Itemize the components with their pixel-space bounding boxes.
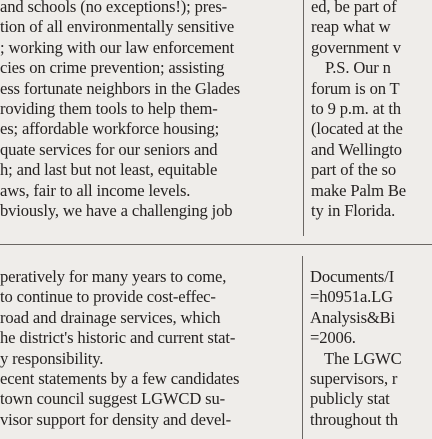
text-line: Documents/I (310, 267, 395, 286)
text-line: to 9 p.m. at th (311, 99, 401, 119)
text-line: roviding them tools to help them- (0, 99, 218, 119)
column-gutter-rule (303, 0, 304, 236)
upper-left-column (0, 0, 298, 221)
text-line: ty in Florida. (311, 201, 396, 221)
text-line: Analysis&Bi (310, 307, 396, 327)
text-line: (located at the (311, 119, 403, 139)
text-line: peratively for many years to come, (0, 267, 227, 286)
lower-right-column (310, 267, 432, 430)
text-line: tion of all environmentally sensitive (0, 17, 235, 37)
column-gutter-rule (302, 256, 303, 439)
text-line: road and drainage services, which (0, 307, 221, 327)
text-line: part of the so (311, 160, 396, 180)
text-line: town council suggest LGWCD su- (0, 389, 226, 409)
text-line: h; and last but not least, equitable (0, 160, 218, 180)
text-line: The LGWC (324, 348, 402, 368)
text-line: throughout th (310, 409, 398, 429)
text-line: to continue to provide cost-effec- (0, 287, 216, 307)
text-line: and schools (no exceptions!); pres- (0, 0, 227, 16)
text-line: cies on crime prevention; assisting (0, 58, 225, 78)
text-line: aws, fair to all income levels. (0, 180, 191, 200)
section-divider (0, 244, 432, 245)
text-line: ess fortunate neighbors in the Glades (0, 78, 241, 98)
text-line: and Wellingto (311, 139, 402, 159)
text-line: y responsibility. (0, 348, 104, 368)
text-line: ecent statements by a few candidates (0, 369, 240, 389)
lower-left-column (0, 267, 294, 430)
text-line: supervisors, r (310, 369, 398, 389)
text-line: publicly stat (310, 389, 390, 409)
text-line: reap what w (311, 17, 391, 37)
upper-right-column (311, 0, 432, 221)
text-line: ed, be part of (311, 0, 397, 16)
text-line: he district's historic and current stat- (0, 328, 236, 348)
text-line: forum is on T (311, 78, 400, 98)
text-line: visor support for density and devel- (0, 409, 232, 429)
text-line: es; affordable workforce housing; (0, 119, 220, 139)
text-line: =h0951a.LG (310, 287, 393, 307)
text-line: quate services for our seniors and (0, 139, 218, 159)
text-line: make Palm Be (311, 180, 406, 200)
text-line: ; working with our law enforcement (0, 37, 235, 57)
text-line: =2006. (310, 328, 356, 348)
text-line: government v (311, 37, 401, 57)
text-line: P.S. Our n (325, 58, 391, 78)
text-line: bviously, we have a challenging job (0, 201, 233, 221)
